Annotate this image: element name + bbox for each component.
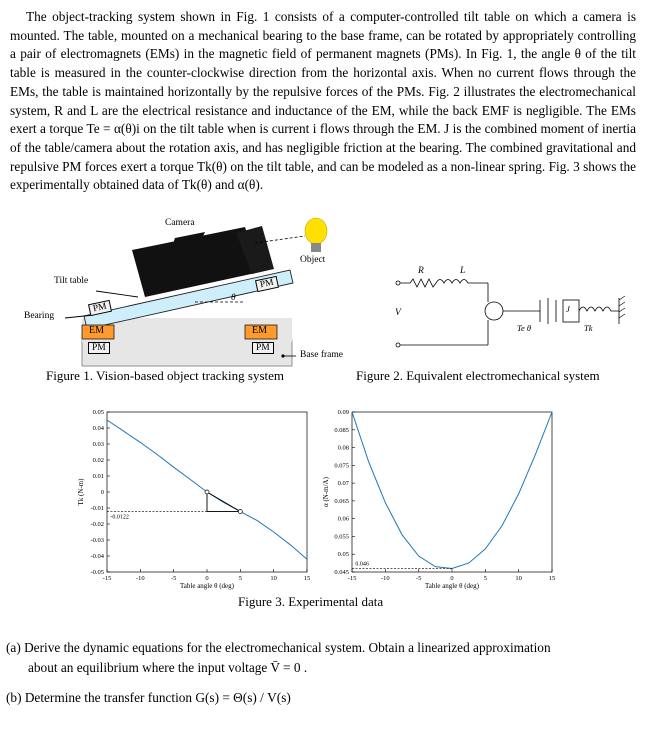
y-tick-label: -0.05	[90, 569, 104, 576]
x-tick-label: -10	[135, 575, 145, 582]
y-tick-label: 0	[100, 489, 104, 496]
pm-top-left: PM	[88, 300, 112, 316]
y-tick-label: 0.085	[334, 426, 349, 434]
y-tick-label: 0.05	[337, 551, 349, 559]
x-tick-label: 5	[483, 575, 487, 582]
figure-1-caption: Figure 1. Vision-based object tracking system	[46, 368, 284, 383]
y-tick-label: 0.02	[92, 457, 104, 464]
y-tick-label: 0.07	[337, 480, 349, 488]
x-tick-label: 15	[548, 575, 556, 582]
question-b: (b) Determine the transfer function G(s) = Θ(s) / V(s)	[6, 690, 291, 705]
x-tick-label: -5	[170, 575, 177, 582]
x-tick-label: 0	[450, 575, 454, 582]
x-tick-label: 5	[238, 575, 242, 582]
x-axis-label: Table angle θ (deg)	[180, 582, 234, 590]
x-tick-label: -15	[347, 575, 357, 582]
x-tick-label: -10	[380, 575, 390, 582]
plot-frame	[352, 412, 552, 572]
x-tick-label: 10	[515, 575, 522, 582]
y-tick-label: 0.05	[92, 409, 104, 416]
x-tick-label: 10	[270, 575, 277, 582]
fig2-Tk-label: Tk	[584, 323, 593, 333]
figure-2-caption: Figure 2. Equivalent electromechanical system	[356, 368, 600, 383]
problem-paragraph: The object-tracking system shown in Fig. 1 consists of a computer-controlled tilt table on which a camera is mounted. The table, mounted on a mechanical bearing to the base frame, can be rotated by appropriately controlling a pair of electromagnets (EMs) in the magnetic field of permanent magnets (PMs). In Fig. 1, the angle θ of the tilt table is measured in the counter-clockwise direction from the horizontal axis. When no current flows through the EMs, the table is maintained horizontally by the repulsive forces of the PMs. Fig. 2 illustrates the electromechanical system, R and L are the electrical resistance and inductance of the EM, while the back EMF is negligible. The EMs exert a torque Te = α(θ)i on the tilt table when is current i flows through the EM. J is the combined moment of inertia of the table/camera about the rotation axis, and has negligible friction at the bearing. The combined gravitational and repulsive PM forces exert a torque Tk(θ) on the tilt table, and can be modeled as a non-linear spring. Fig. 3 shows the experimentally obtained data of Tk(θ) and α(θ).	[10, 9, 636, 193]
camera-label: Camera	[165, 218, 195, 228]
em-right-label: EM	[252, 325, 267, 336]
y-axis-label: Tk (N-m)	[77, 478, 85, 506]
y-tick-label: -0.03	[90, 537, 104, 544]
y-tick-label: -0.04	[90, 553, 104, 560]
y-tick-label: 0.055	[334, 533, 349, 541]
pm-bottom-right: PM	[252, 342, 274, 354]
em-left-label: EM	[89, 325, 104, 336]
series-line	[352, 412, 552, 568]
tilt-table-label: Tilt table	[54, 276, 89, 286]
x-tick-label: 0	[205, 575, 209, 582]
y-tick-label: 0.065	[334, 497, 349, 505]
fig2-J-label: J	[566, 304, 570, 314]
annotation-label: 0.046	[355, 561, 369, 568]
figure-3-caption: Figure 3. Experimental data	[238, 594, 384, 609]
x-tick-label: 15	[303, 575, 311, 582]
question-a: (a) Derive the dynamic equations for the electromechanical system. Obtain a linearized approximation	[6, 640, 551, 655]
y-tick-label: -0.02	[90, 521, 104, 528]
y-tick-label: 0.045	[334, 569, 349, 576]
base-frame-label: Base frame	[300, 350, 343, 360]
y-tick-label: 0.03	[92, 441, 104, 448]
bearing-label: Bearing	[24, 311, 55, 321]
fig2-R-label: R	[418, 266, 424, 276]
pm-bottom-left: PM	[88, 342, 110, 354]
fig2-Te-theta-label: Te θ	[517, 323, 532, 333]
pm-top-right: PM	[255, 276, 279, 292]
fig2-V-label: V	[395, 308, 401, 318]
x-tick-label: -5	[415, 575, 422, 582]
x-axis-label: Table angle θ (deg)	[425, 582, 479, 590]
y-axis-label: α (N-m/A)	[322, 477, 330, 507]
y-tick-label: -0.01	[90, 505, 104, 512]
theta-label: θ	[231, 293, 236, 303]
object-label: Object	[300, 255, 326, 265]
x-tick-label: -15	[102, 575, 112, 582]
fig2-L-label: L	[460, 266, 466, 276]
annotation-label: -0.0122	[110, 514, 129, 521]
y-tick-label: 0.01	[92, 473, 104, 480]
y-tick-label: 0.08	[337, 444, 349, 452]
y-tick-label: 0.04	[92, 425, 104, 432]
question-a-cont: about an equilibrium where the input voltage V̄ = 0 .	[28, 660, 308, 675]
y-tick-label: 0.09	[337, 409, 349, 416]
y-tick-label: 0.06	[337, 515, 349, 523]
y-tick-label: 0.075	[334, 462, 349, 470]
